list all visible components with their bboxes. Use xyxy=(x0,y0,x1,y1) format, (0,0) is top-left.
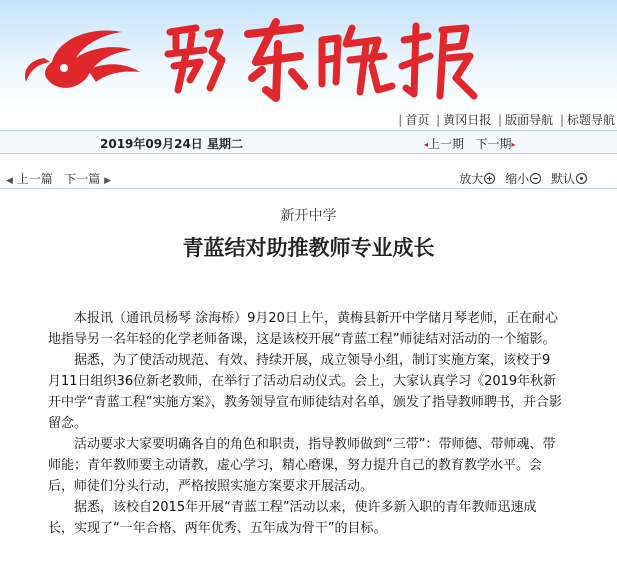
issue-date: 2019年09月24日 星期二 xyxy=(100,137,243,151)
font-size-controls xyxy=(459,170,593,187)
masthead-banner xyxy=(0,0,617,110)
divider: | xyxy=(559,113,564,127)
default-size-button[interactable] xyxy=(551,172,593,186)
triangle-left-icon: ◀ xyxy=(6,176,13,186)
article-paragraph: 据悉，该校自2015年开展“青蓝工程”活动以来，使许多新入职的青年教师迅速成长，实现了“一年合格、两年优秀、五年成为骨干”的目标。 xyxy=(48,500,537,536)
title-calligraphy xyxy=(168,22,474,98)
zoom-in-button[interactable] xyxy=(459,172,501,186)
article-title: 青蓝结对助推教师专业成长 xyxy=(182,235,435,260)
prev-issue-link[interactable]: 上一期 xyxy=(428,137,465,151)
divider: | xyxy=(398,113,403,127)
next-article-link[interactable]: 下一篇 xyxy=(64,172,101,186)
nav-home-link[interactable]: 首页 xyxy=(405,113,430,127)
zoom-out-button[interactable] xyxy=(505,172,547,186)
newspaper-logo xyxy=(0,0,617,110)
red-arrow-right-icon: ▸ xyxy=(511,140,516,149)
zoom-in-icon xyxy=(484,173,495,184)
triangle-right-icon: ▶ xyxy=(104,176,111,186)
nav-page-navigation-link[interactable]: 版面导航 xyxy=(505,113,554,127)
article-paragraph: 据悉，为了使活动规范、有效、持续开展，成立领导小组，制订实施方案，该校于9月11日组织36位新老教师，在举行了活动启动仪式。会上，大家认真学习《2019年秋新开中学“青蓝工程”实施方案》，教务领导宣布师徒结对名单，颁发了指导教师聘书，并合影留念。 xyxy=(48,353,562,431)
article-toolbar xyxy=(0,166,617,189)
zoom-out-label: 缩小 xyxy=(505,172,530,186)
red-arrow-left-icon: ◂ xyxy=(424,140,429,149)
issue-navigation xyxy=(424,135,516,152)
default-size-label: 默认 xyxy=(550,172,575,186)
article-paragraph: 本报讯（通讯员杨琴 涂海桥）9月20日上午，黄梅县新开中学储月琴老师，正在耐心地指导另一名年轻的化学老师备课，这是该校开展“青蓝工程”师徒结对活动的一个缩影。 xyxy=(48,311,558,347)
divider: | xyxy=(436,113,441,127)
article-paragraph: 活动要求大家要明确各自的角色和职责，指导教师做到“三带”：带师德、带师魂、带师能；青年教师要主动请教，虚心学习，精心磨课，努力提升自己的教育教学水平。会后，师徒们分头行动，严格按照实施方案要求开展活动。 xyxy=(48,437,556,494)
article-subtitle: 新开中学 xyxy=(280,208,337,224)
date-bar xyxy=(0,130,617,154)
top-navigation xyxy=(395,111,615,128)
nav-huanggang-daily-link[interactable]: 黄冈日报 xyxy=(443,113,492,127)
nav-headline-navigation-link[interactable]: 标题导航 xyxy=(566,113,615,127)
prev-article-link[interactable]: 上一篇 xyxy=(16,172,53,186)
phoenix-icon xyxy=(25,30,140,87)
default-size-icon xyxy=(576,173,587,184)
article-navigation xyxy=(6,170,111,187)
article-body xyxy=(48,308,562,539)
zoom-out-icon xyxy=(530,173,541,184)
zoom-in-label: 放大 xyxy=(459,172,484,186)
next-issue-link[interactable]: 下一期 xyxy=(475,137,512,151)
divider: | xyxy=(498,113,503,127)
